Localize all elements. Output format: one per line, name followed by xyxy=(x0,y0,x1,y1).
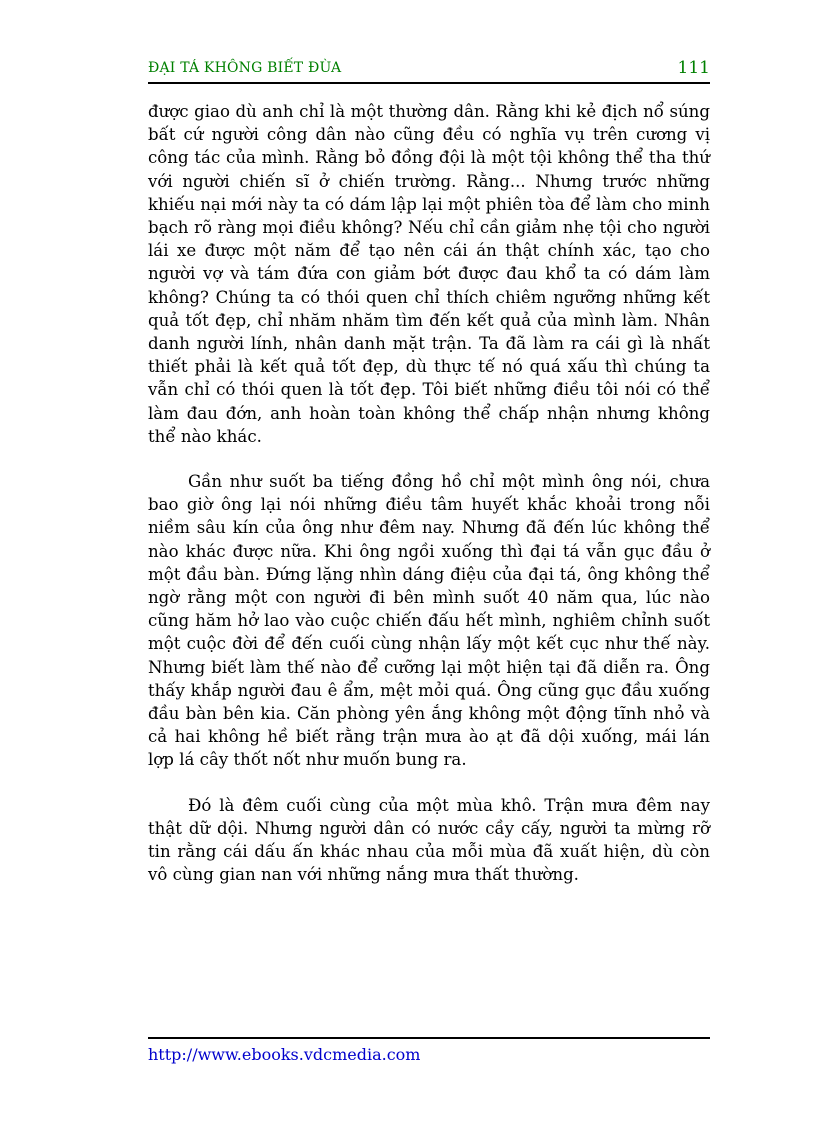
body-text xyxy=(148,100,710,909)
paragraph-continuation: được giao dù anh chỉ là một thường dân. Rằng khi kẻ địch nổ súng bất cứ người công dân nào cũng đều có nghĩa vụ trên cương vị công tác của mình. Rằng bỏ đồng đội là một tội không thể tha thứ với người chiến sĩ ở chiến trường. Rằng... Nhưng trước những khiếu nại mới này ta có dám lập lại một phiên tòa để làm cho minh bạch rõ ràng mọi điều không? Nếu chỉ cần giảm nhẹ tội cho người lái xe được một năm để tạo nên cái án thật chính xác, tạo cho người vợ và tám đứa con giảm bớt được đau khổ ta có dám làm không? Chúng ta có thói quen chỉ thích chiêm ngưỡng những kết quả tốt đẹp, chỉ nhăm nhăm tìm đến kết quả của mình làm. Nhân danh người lính, nhân danh mặt trận. Ta đã làm ra cái gì là nhất thiết phải là kết quả tốt đẹp, dù thực tế nó quá xấu thì chúng ta vẫn chỉ có thói quen là tốt đẹp. Tôi biết những điều tôi nói có thể làm đau đớn, anh hoàn toàn không thể chấp nhận nhưng không thể nào khác. xyxy=(148,102,710,446)
paragraph: Đó là đêm cuối cùng của một mùa khô. Trận mưa đêm nay thật dữ dội. Nhưng người dân có nước cầy cấy, người ta mừng rỡ tin rằng cái dấu ấn khác nhau của mỗi mùa đã xuất hiện, dù còn vô cùng gian nan với những nắng mưa thất thường. xyxy=(148,795,710,885)
header-title: ĐẠI TÁ KHÔNG BIẾT ĐÙA xyxy=(148,60,342,76)
footer-divider xyxy=(148,1037,710,1039)
page-number: 111 xyxy=(677,58,710,78)
footer-url-link[interactable]: http://www.ebooks.vdcmedia.com xyxy=(148,1045,421,1064)
running-header xyxy=(148,58,710,84)
paragraph: Gần như suốt ba tiếng đồng hồ chỉ một mình ông nói, chưa bao giờ ông lại nói những điều tâm huyết khắc khoải trong nỗi niềm sâu kín của ông như đêm nay. Nhưng đã đến lúc không thể nào khác được nữa. Khi ông ngồi xuống thì đại tá vẫn gục đầu ở một đầu bàn. Đứng lặng nhìn dáng điệu của đại tá, ông không thể ngờ rằng một con người đi bên mình suốt 40 năm qua, lúc nào cũng hăm hở lao vào cuộc chiến đấu hết mình, nghiêm chỉnh suốt một cuộc đời để đến cuối cùng nhận lấy một kết cục như thế này. Nhưng biết làm thế nào để cưỡng lại một hiện tại đã diễn ra. Ông thấy khắp người đau ê ẩm, mệt mỏi quá. Ông cũng gục đầu xuống đầu bàn bên kia. Căn phòng yên ắng không một động tĩnh nhỏ và cả hai không hề biết rằng trận mưa ào ạt đã dội xuống, mái lán lợp lá cây thốt nốt như muốn bung ra. xyxy=(148,472,710,770)
